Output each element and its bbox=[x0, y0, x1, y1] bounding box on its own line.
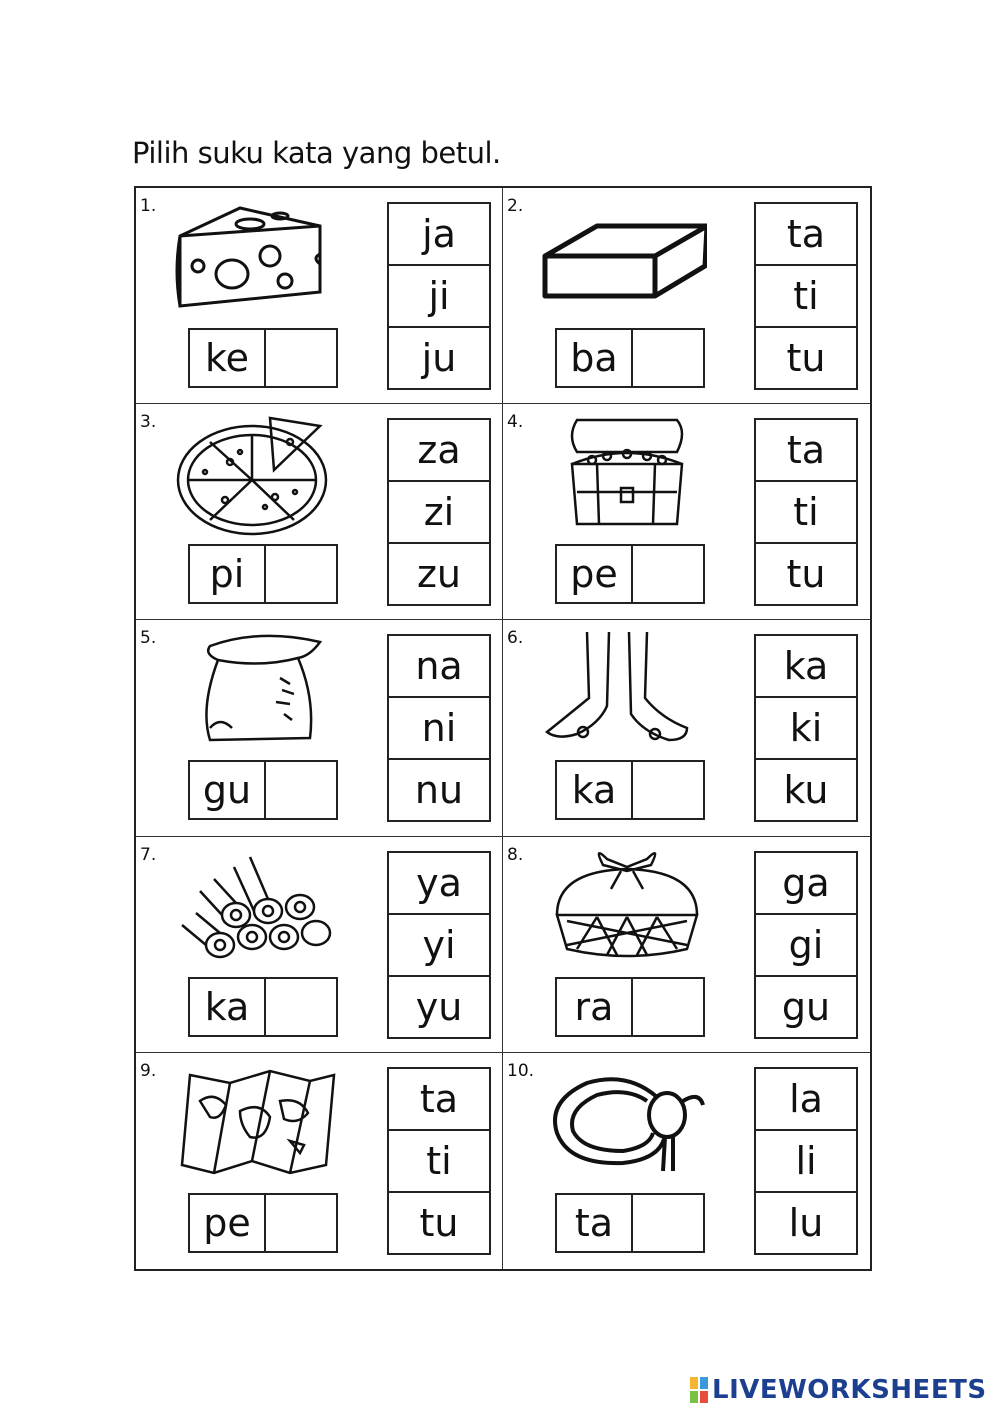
basket-picture bbox=[537, 845, 707, 969]
syllable-choices bbox=[754, 851, 858, 1039]
given-syllable: pi bbox=[190, 546, 266, 602]
exercise-grid bbox=[134, 186, 872, 1271]
answer-blank[interactable] bbox=[633, 762, 703, 818]
item-number: 9. bbox=[140, 1060, 157, 1081]
answer-blank[interactable] bbox=[266, 1195, 336, 1251]
given-syllable: ke bbox=[190, 330, 266, 386]
syllable-choices bbox=[387, 851, 491, 1039]
choice-option[interactable]: lu bbox=[788, 1200, 824, 1245]
choice-option[interactable]: zi bbox=[389, 482, 489, 544]
choice-option[interactable]: ta bbox=[756, 420, 856, 482]
answer-box bbox=[188, 977, 338, 1037]
choice-option[interactable]: ki bbox=[756, 698, 856, 760]
rope-picture bbox=[537, 1061, 707, 1185]
exercise-item bbox=[503, 188, 870, 404]
cheese-picture bbox=[170, 196, 340, 320]
choice-option[interactable]: li bbox=[756, 1131, 856, 1193]
syllable-choices bbox=[387, 202, 491, 390]
choice-option[interactable]: ta bbox=[389, 1069, 489, 1131]
item-number: 10. bbox=[507, 1060, 535, 1081]
item-number: 3. bbox=[140, 412, 157, 433]
item-number: 6. bbox=[507, 628, 524, 649]
liveworksheets-logo bbox=[690, 1375, 987, 1405]
exercise-item bbox=[136, 837, 503, 1053]
choice-option[interactable]: za bbox=[389, 420, 489, 482]
choice-option[interactable]: gu bbox=[781, 984, 831, 1029]
choice-option[interactable]: gi bbox=[756, 915, 856, 977]
choice-option[interactable]: tu bbox=[786, 336, 826, 380]
answer-blank[interactable] bbox=[266, 979, 336, 1035]
choice-option[interactable]: nu bbox=[414, 768, 464, 813]
choice-option[interactable]: tu bbox=[419, 1200, 459, 1245]
choice-option[interactable]: yu bbox=[415, 984, 463, 1029]
choice-option[interactable]: ja bbox=[389, 204, 489, 266]
exercise-item bbox=[503, 837, 870, 1053]
answer-blank[interactable] bbox=[266, 546, 336, 602]
given-syllable: ka bbox=[190, 979, 266, 1035]
answer-blank[interactable] bbox=[266, 762, 336, 818]
answer-box bbox=[555, 760, 705, 820]
choice-option[interactable]: ku bbox=[783, 768, 829, 813]
choice-option[interactable]: ti bbox=[389, 1131, 489, 1193]
liveworksheets-icon bbox=[690, 1377, 708, 1403]
brick-picture bbox=[537, 196, 707, 320]
exercise-item bbox=[136, 188, 503, 404]
given-syllable: ra bbox=[557, 979, 633, 1035]
item-number: 4. bbox=[507, 412, 524, 433]
answer-blank[interactable] bbox=[633, 979, 703, 1035]
answer-blank[interactable] bbox=[633, 330, 703, 386]
answer-box bbox=[188, 328, 338, 388]
choice-option[interactable]: yi bbox=[389, 915, 489, 977]
item-number: 7. bbox=[140, 844, 157, 865]
answer-box bbox=[555, 544, 705, 604]
exercise-item bbox=[503, 620, 870, 836]
choice-option[interactable]: tu bbox=[786, 552, 826, 597]
given-syllable: gu bbox=[190, 762, 266, 818]
answer-box bbox=[188, 1193, 338, 1253]
answer-blank[interactable] bbox=[266, 330, 336, 386]
syllable-choices bbox=[387, 634, 491, 822]
syllable-choices bbox=[754, 202, 858, 390]
brand-name: LIVEWORKSHEETS bbox=[712, 1375, 987, 1405]
given-syllable: ta bbox=[557, 1195, 633, 1251]
choice-option[interactable]: zu bbox=[416, 552, 462, 597]
exercise-item bbox=[136, 1053, 503, 1269]
given-syllable: pe bbox=[557, 546, 633, 602]
syllable-choices bbox=[754, 634, 858, 822]
choice-option[interactable]: ti bbox=[756, 482, 856, 544]
choice-option[interactable]: la bbox=[756, 1069, 856, 1131]
syllable-choices bbox=[754, 1067, 858, 1255]
item-number: 8. bbox=[507, 844, 524, 865]
given-syllable: ka bbox=[557, 762, 633, 818]
exercise-item bbox=[503, 404, 870, 620]
answer-box bbox=[188, 760, 338, 820]
choice-option[interactable]: ta bbox=[756, 204, 856, 266]
feet-picture bbox=[537, 628, 707, 752]
given-syllable: pe bbox=[190, 1195, 266, 1251]
answer-box bbox=[555, 1193, 705, 1253]
choice-option[interactable]: ni bbox=[389, 698, 489, 760]
choice-option[interactable]: ti bbox=[756, 266, 856, 328]
choice-option[interactable]: na bbox=[389, 636, 489, 698]
item-number: 1. bbox=[140, 196, 157, 216]
syllable-choices bbox=[387, 418, 491, 606]
worksheet-title: Pilih suku kata yang betul. bbox=[132, 136, 501, 170]
exercise-item bbox=[136, 620, 503, 836]
exercise-item bbox=[503, 1053, 870, 1269]
answer-box bbox=[555, 328, 705, 388]
item-number: 2. bbox=[507, 196, 524, 216]
answer-blank[interactable] bbox=[633, 546, 703, 602]
choice-option[interactable]: ya bbox=[389, 853, 489, 915]
pizza-picture bbox=[170, 412, 340, 536]
logs-picture bbox=[170, 845, 340, 969]
answer-box bbox=[188, 544, 338, 604]
given-syllable: ba bbox=[557, 330, 633, 386]
choice-option[interactable]: ga bbox=[756, 853, 856, 915]
answer-box bbox=[555, 977, 705, 1037]
sack-picture bbox=[170, 628, 340, 752]
choice-option[interactable]: ka bbox=[756, 636, 856, 698]
syllable-choices bbox=[754, 418, 858, 606]
syllable-choices bbox=[387, 1067, 491, 1255]
exercise-item bbox=[136, 404, 503, 620]
choice-option[interactable]: ji bbox=[389, 266, 489, 328]
treasure-chest-picture bbox=[537, 412, 707, 536]
choice-option[interactable]: ju bbox=[421, 336, 457, 380]
answer-blank[interactable] bbox=[633, 1195, 703, 1251]
map-picture bbox=[170, 1061, 340, 1185]
item-number: 5. bbox=[140, 628, 157, 649]
